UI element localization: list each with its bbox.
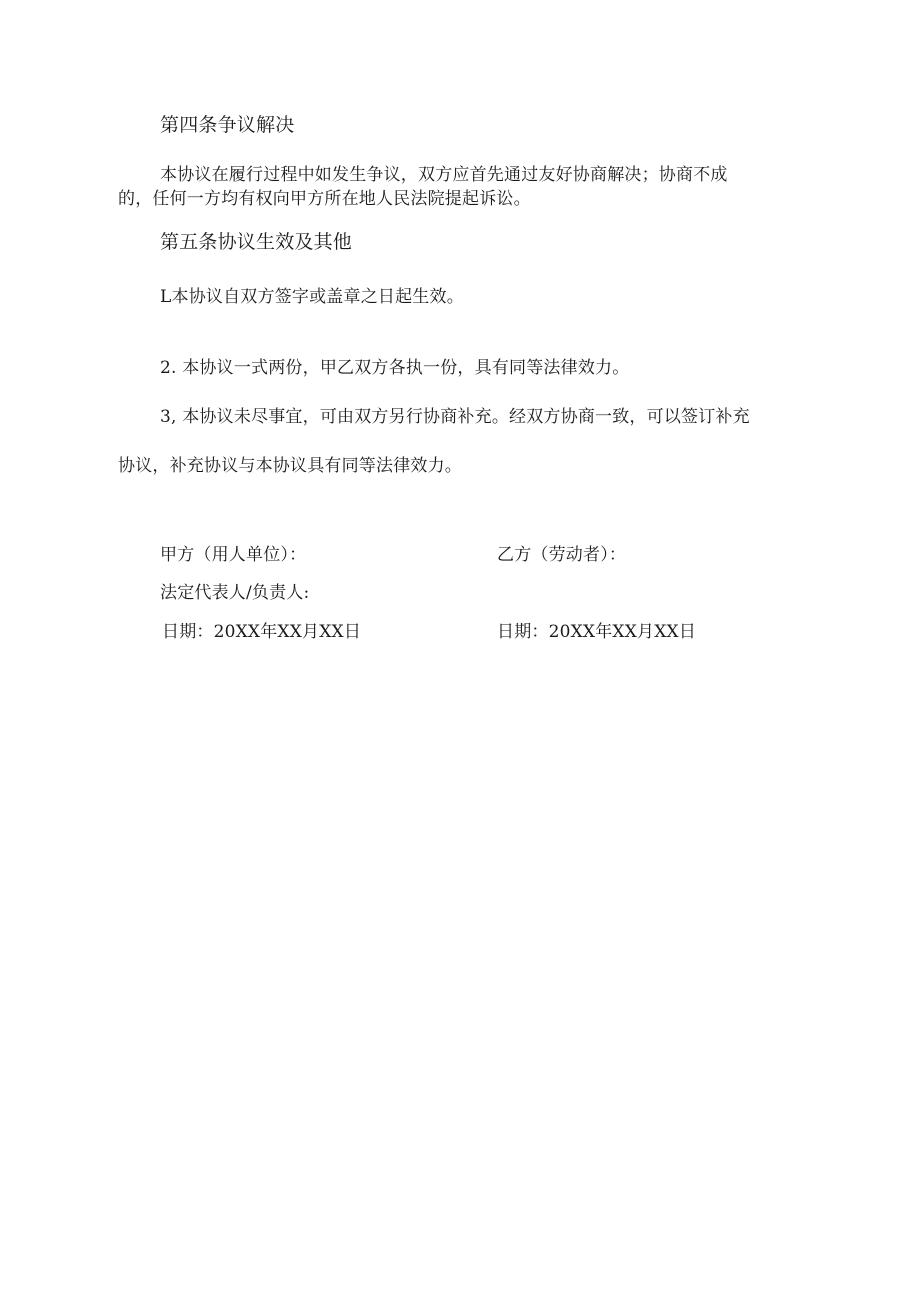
article5-item3-line1: 3, 本协议未尽事宜，可由双方另行协商补充。经双方协商一致，可以签订补充 <box>160 407 750 427</box>
party-b-date: 日期：20XX年XX月XX日 <box>497 622 697 642</box>
party-b-label: 乙方（劳动者）： <box>497 545 627 565</box>
article4-heading: 第四条争议解决 <box>160 114 295 136</box>
article5-item3-line2: 协议，补充协议与本协议具有同等法律效力。 <box>118 456 462 476</box>
article5-heading: 第五条协议生效及其他 <box>160 231 353 253</box>
article5-item2: 2. 本协议一式两份，甲乙双方各执一份，具有同等法律效力。 <box>160 358 630 378</box>
article4-body-line1: 本协议在履行过程中如发生争议，双方应首先通过友好协商解决；协商不成 <box>160 165 728 185</box>
article5-item1: L本协议自双方签字或盖章之日起生效。 <box>160 287 464 307</box>
party-a-label: 甲方（用人单位）： <box>160 545 307 565</box>
party-a-date: 日期：20XX年XX月XX日 <box>162 622 362 642</box>
legal-rep-label: 法定代表人/负责人: <box>160 583 310 603</box>
article4-body-line2: 的，任何一方均有权向甲方所在地人民法院提起诉讼。 <box>118 189 531 209</box>
